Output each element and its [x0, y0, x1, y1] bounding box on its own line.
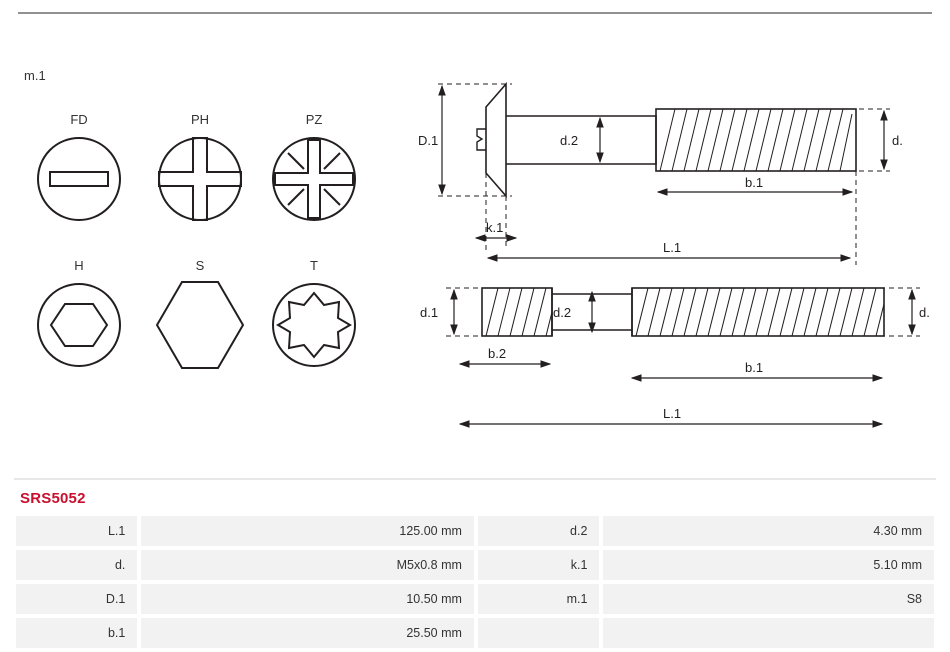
spec-key: d.2 [478, 516, 600, 546]
hex-external-head-icon [135, 279, 265, 371]
spec-value: M5x0.8 mm [141, 550, 474, 580]
svg-text:k.1: k.1 [486, 220, 504, 235]
head-code-t: T [310, 258, 318, 273]
part-number: SRS5052 [20, 490, 86, 507]
head-cell-s [135, 258, 265, 371]
head-code-pz: PZ [305, 112, 323, 127]
svg-text:b.2: b.2 [488, 346, 507, 361]
head-cell-t [249, 258, 379, 371]
spec-value: 4.30 mm [603, 516, 934, 546]
svg-text:d.2: d.2 [560, 133, 579, 148]
pozidriv-screw-head-icon [249, 133, 379, 225]
spec-value: 25.50 mm [141, 618, 474, 648]
head-code-s: S [195, 258, 205, 273]
spec-value-empty [603, 618, 934, 648]
table-row [16, 584, 934, 614]
phillips-screw-head-icon [135, 133, 265, 225]
head-code-ph: PH [190, 112, 210, 127]
svg-text:d.: d. [892, 133, 903, 148]
svg-text:d.1: d.1 [420, 305, 439, 320]
slotted-screw-head-icon [14, 133, 144, 225]
m1-label: m.1 [24, 68, 46, 83]
torx-head-icon [249, 279, 379, 371]
spec-key: d. [16, 550, 137, 580]
svg-text:b.1: b.1 [745, 360, 764, 375]
top-divider [18, 12, 932, 16]
head-code-fd: FD [70, 112, 88, 127]
head-code-h: H [74, 258, 84, 273]
head-cell-h [14, 258, 144, 371]
hex-socket-head-icon [14, 279, 144, 371]
threaded-stud-drawing [420, 272, 940, 452]
spec-key: D.1 [16, 584, 137, 614]
svg-text:L.1: L.1 [663, 406, 682, 421]
spec-key-empty [478, 618, 600, 648]
table-row [16, 618, 934, 648]
head-cell-ph [135, 112, 265, 225]
svg-text:D.1: D.1 [418, 133, 439, 148]
head-cell-fd [14, 112, 144, 225]
svg-text:b.1: b.1 [745, 175, 764, 190]
spec-value: 5.10 mm [603, 550, 934, 580]
table-row [16, 516, 934, 546]
svg-text:d.2: d.2 [553, 305, 572, 320]
spec-value: 10.50 mm [141, 584, 474, 614]
table-row [16, 550, 934, 580]
head-cell-pz [249, 112, 379, 225]
spec-key: m.1 [478, 584, 600, 614]
svg-text:L.1: L.1 [663, 240, 682, 255]
bottom-divider [14, 478, 936, 480]
spec-value: S8 [603, 584, 934, 614]
spec-key: k.1 [478, 550, 600, 580]
spec-key: L.1 [16, 516, 137, 546]
spec-key: b.1 [16, 618, 137, 648]
specs-table [12, 512, 938, 652]
spec-value: 125.00 mm [141, 516, 474, 546]
svg-text:d.: d. [919, 305, 930, 320]
countersunk-screw-drawing [420, 60, 940, 280]
